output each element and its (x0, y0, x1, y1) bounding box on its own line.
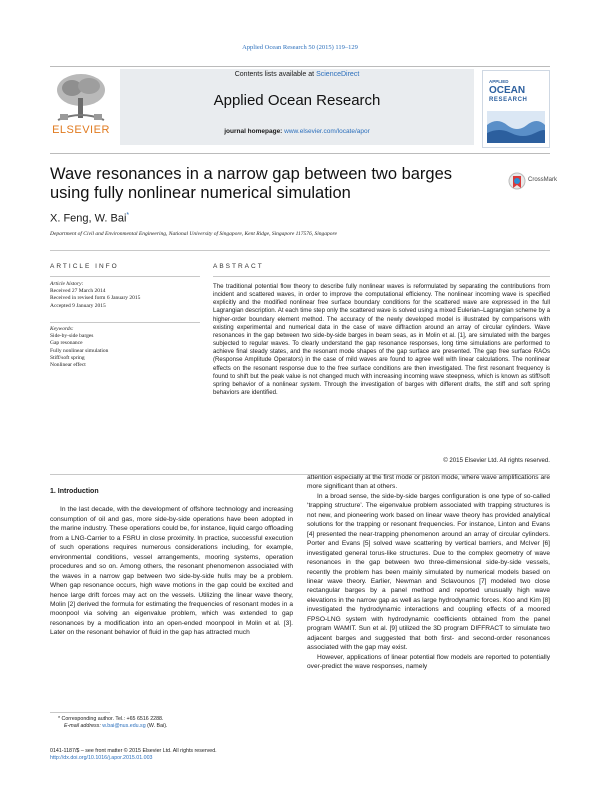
homepage-label: journal homepage: (224, 128, 283, 135)
keywords-divider (50, 322, 200, 323)
crossmark-icon (508, 172, 526, 194)
sciencedirect-link[interactable]: ScienceDirect (316, 71, 360, 78)
cover-wave-graphic (487, 111, 545, 143)
journal-homepage (120, 128, 474, 135)
copyright-notice: © 2015 Elsevier Ltd. All rights reserved. (443, 457, 550, 464)
footnote-rule (50, 712, 110, 713)
email-link[interactable]: w.bai@nus.edu.sg (102, 723, 146, 730)
journal-cover[interactable] (482, 70, 550, 148)
intro-paragraph-1: In the last decade, with the development of offshore technology and increasing consumption of oil and gas, more side-by-side operations have been adopted in the marine industry. These operations could be, for instance, liquid cargo offloading from a LNG-Carrier to a FSRU in close proximity. In practice, successful execution of such operations requires numerous considerations including, for example, environmental conditions, vessel arrangements, mooring systems, operation procedures and so on. Among others, the resonant phenomenon associated with the waves in a narrow gap between two side-by-side hulls may be a problem. When gap resonance occurs, high wave motions in the gap could be excited and hence large drift forces may act on the vessels. Utilizing the linear wave theory, Molin [2] derived the formula for estimating the frequencies of resonant modes in a moonpool via solving an eigenvalue problem, which was extended to gap resonances by a modification into an open-ended moonpool in Molin et al. [3]. Later on the resonant behavior of fluid in the gap has attracted much (50, 506, 293, 637)
history-received: Received 27 March 2014 (50, 288, 106, 295)
intro-paragraph-3: However, applications of linear potential flow models are reported to potentially over-predict the wave responses, namely (307, 653, 550, 671)
email-footnote (50, 723, 293, 730)
history-revised: Received in revised form 6 January 2015 (50, 295, 141, 302)
authors: X. Feng, W. Bai (50, 212, 127, 225)
issn-line: 0141-1187/$ – see front matter © 2015 Elsevier Ltd. All rights reserved. (50, 748, 217, 754)
section-heading: 1. Introduction (50, 488, 99, 495)
publisher-wordmark[interactable]: ELSEVIER (52, 124, 110, 136)
doi-link[interactable]: http://dx.doi.org/10.1016/j.apor.2015.01.003 (50, 755, 153, 762)
history-accepted: Accepted 9 January 2015 (50, 302, 106, 309)
intro-paragraph-2: In a broad sense, the side-by-side barges configuration is one type of so-called ‘trapping structure’. The eigenvalue problem associated with trapping structures is not new, and pioneering work based on linear wave theory has provided analytical solutions for the trapping or resonant frequencies. For instance, Linton and Evans [4] presented the near-trapping phenomenon around an array of circular cylinders. Porter and Evans [5] solved wave scattering by vertical barriers, and McIver [6] investigated general torus-like structures. Due to the complex geometry of wave resonances in the gap between two three-dimensional side-by-side vessels, recently the problem has been mainly simulated by numerical models based on linear wave theory. Earlier, Newman and Sclavounos [7] modeled two close rectangular barges by a panel method and reported unusually high wave elevations in the narrow gap as well as large hydrodynamic forces. Koo and Kim [8] investigated the hydrodynamic interactions and coupling effects of a moored FPSO-LNG system with hydrodynamic coefficients obtained from the panel program WAMIT. Sun et al. [9] utilized the 3D program DIFFRACT to simulate two adjacent barges and suggested that both first- and second-order resonances associated with the gap may exist. (307, 492, 550, 652)
article-title: Wave resonances in a narrow gap between two barges using fully nonlinear numerical simulation (50, 165, 453, 202)
homepage-link[interactable]: www.elsevier.com/locate/apor (284, 128, 370, 135)
body-right-column (307, 473, 550, 672)
contents-line (120, 71, 474, 78)
article-history (50, 281, 200, 310)
abstract-heading: ABSTRACT (213, 263, 264, 270)
corresponding-author-mark[interactable]: * (126, 212, 130, 219)
intro-continued: attention especially at the first mode or piston mode, where wave amplifications are more significant than at others. (307, 474, 550, 491)
footnotes (50, 716, 293, 730)
corresponding-footnote: * Corresponding author. Tel.: +65 6516 2288. (58, 716, 164, 722)
keyword-item: Side-by-side barges (50, 333, 94, 340)
divider-top (50, 250, 550, 251)
history-label: Article history: (50, 281, 84, 287)
keyword-item: Gap resonance (50, 340, 83, 347)
journal-reference[interactable]: Applied Ocean Research 50 (2015) 119–129 (242, 44, 358, 51)
cover-line-3: RESEARCH (489, 97, 528, 103)
article-info-heading: ARTICLE INFO (50, 263, 119, 270)
publication-info (50, 748, 350, 762)
contents-prefix: Contents lists available at (234, 71, 315, 78)
crossmark-label: CrossMark (528, 177, 558, 183)
keyword-item: Fully nonlinear simulation (50, 347, 109, 354)
keywords-label: Keywords: (50, 326, 74, 332)
crossmark-badge[interactable] (508, 170, 562, 196)
info-divider (50, 276, 200, 277)
keyword-item: Nonlinear effect (50, 362, 86, 369)
abstract-text: The traditional potential flow theory to describe fully nonlinear waves is reformulated by separating the contributions from incident and scattered waves, in order to improve the computational efficiency. The nonlinear incoming wave is specified explicitly and the modified nonlinear free surface boundary conditions for the scattered wave are expressed in the full Lagrangian description. At each time step only the scattered wave is solved using a mixed Eulerian–Lagrangian scheme by a higher-order boundary element method. The accuracy of the newly developed model is illustrated by comparisons with existing experimental and numerical data in the case of wave diffraction around an array of circular cylinders. Wave resonances in the gap between two side-by-side barges in beam seas, as in Molin et al. [1], are simulated with the barges subjected to regular waves. To clearly understand the gap resonance responses, long time simulations are performed to achieve final steady states, and the resonant mode shapes of the gap surface are presented. The gap free surface RAOs (Response Amplitude Operators) in the case of mild waves are found to agree well with linear calculations. The nonlinear effects on the resonant response due to the free surface conditions are then investigated. The first resonant frequency is found to shift but the peak value is not changed much with increasing incoming wave steepness, which is known as stiff/soft spring behavior of a nonlinear system. Through the investigation of barges with different drafts, the stiff and soft spring behaviors are identified. (213, 283, 550, 397)
cover-line-2: OCEAN (489, 85, 526, 96)
author-list (50, 212, 129, 225)
abstract-divider (213, 276, 550, 277)
keywords-block (50, 326, 200, 369)
email-suffix: (W. Bai). (147, 723, 168, 730)
keyword-item: Stiff/soft spring (50, 354, 85, 361)
email-label: E-mail address: (64, 723, 101, 730)
affiliation: Department of Civil and Environmental Engineering, National University of Singapore, Kent Ridge, Singapore 117576, Singapore (50, 231, 337, 237)
body-left-column (50, 487, 293, 638)
journal-title: Applied Ocean Research (213, 92, 381, 109)
cover-line-1: APPLIED (489, 79, 509, 84)
